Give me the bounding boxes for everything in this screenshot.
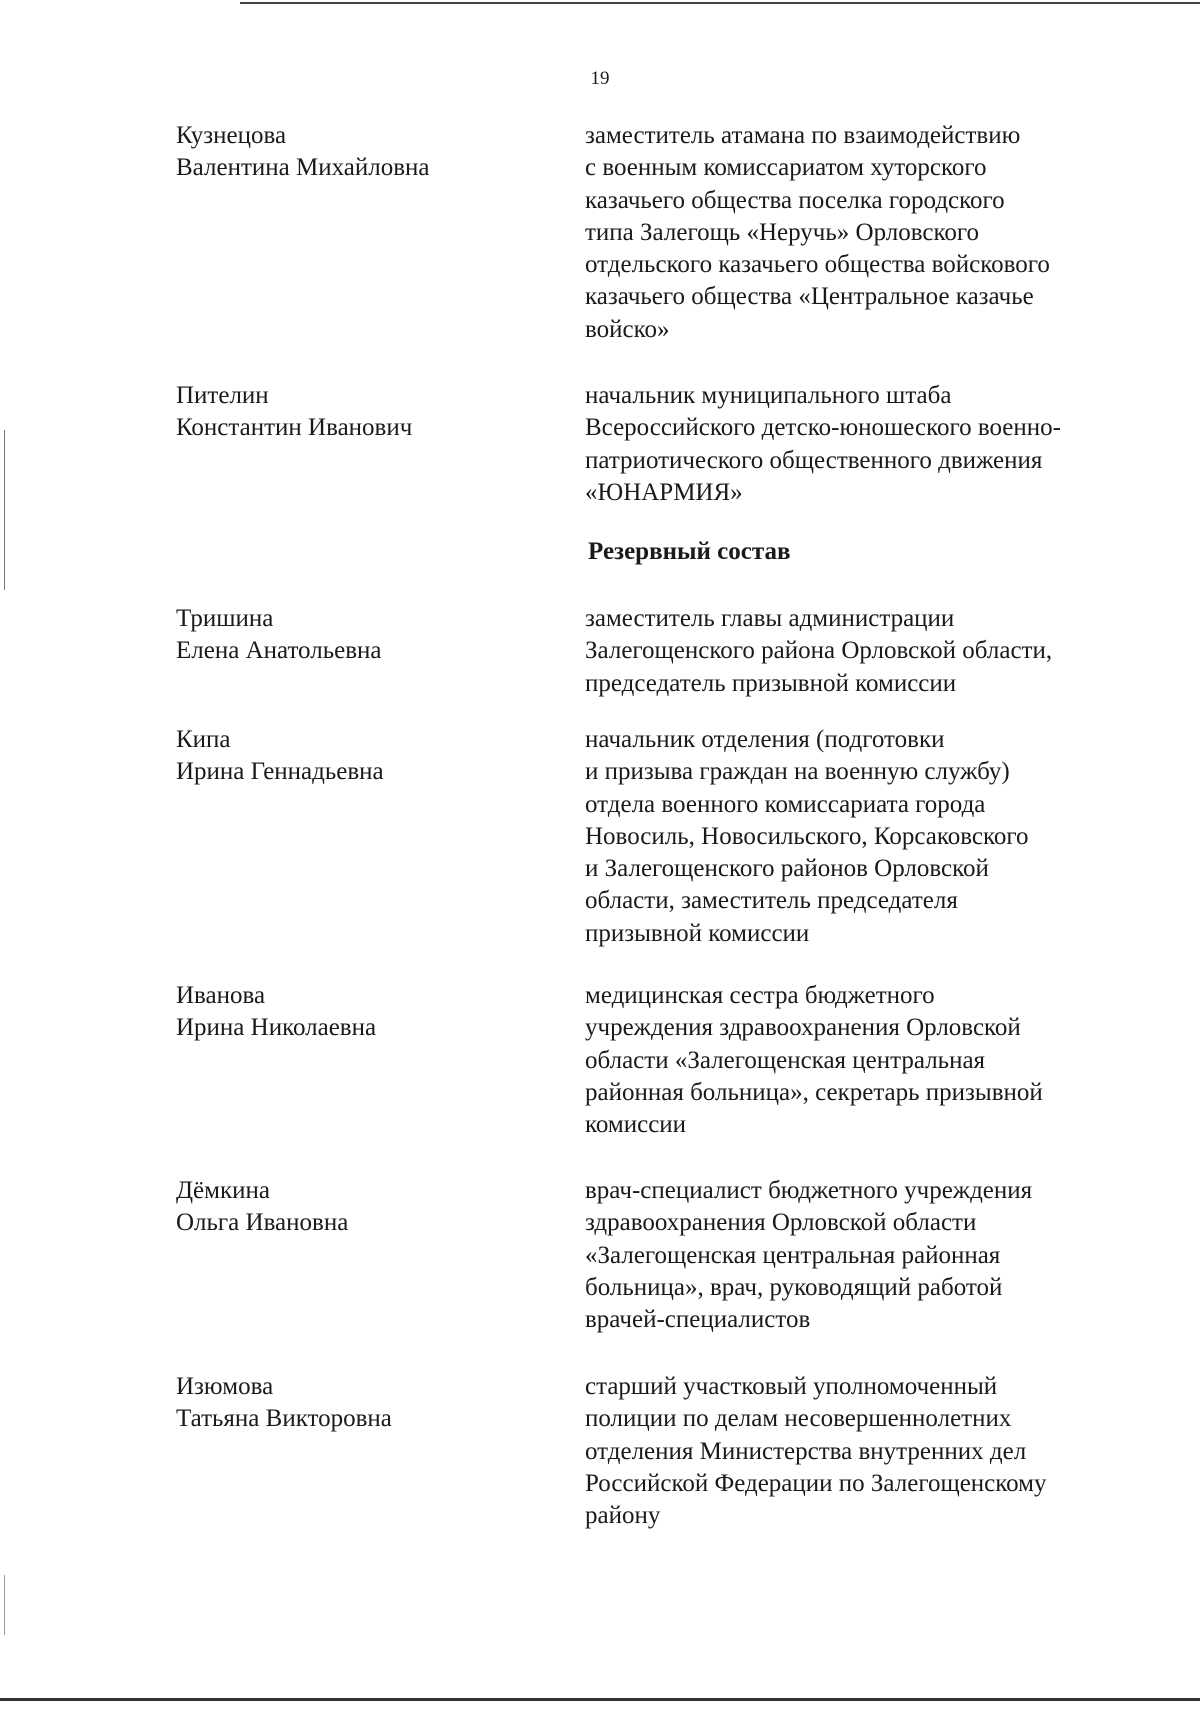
role-line: начальник муниципального штаба [585, 382, 952, 409]
role-line: Залегощенского района Орловской области, [585, 637, 1053, 665]
role-line: председатель призывной комиссии [585, 669, 957, 697]
member-name [176, 380, 556, 445]
role-line: медицинская сестра бюджетного [585, 982, 935, 1009]
member-given-names: Валентина Михайловна [176, 154, 430, 182]
member-role [585, 380, 1145, 509]
role-line: комиссии [585, 1111, 687, 1139]
role-line: отдельского казачьего общества войскового [585, 251, 1050, 279]
scan-border-left-lower [4, 1575, 5, 1635]
role-line: старший участковый уполномоченный [585, 1373, 998, 1400]
role-line: учреждения здравоохранения Орловской [585, 1014, 1021, 1042]
member-surname: Изюмова [176, 1373, 274, 1400]
member-given-names: Ирина Геннадьевна [176, 758, 384, 786]
role-line: заместитель атамана по взаимодействию [585, 122, 1021, 149]
role-line: районная больница», секретарь призывной [585, 1078, 1043, 1106]
role-line: Всероссийского детско-юношеского военно- [585, 414, 1061, 442]
member-surname: Дёмкина [176, 1177, 270, 1204]
role-line: здравоохранения Орловской области [585, 1209, 977, 1237]
role-line: и Залегощенского районов Орловской [585, 855, 989, 883]
role-line: «ЮНАРМИЯ» [585, 478, 743, 506]
role-line: полиции по делам несовершеннолетних [585, 1405, 1012, 1433]
role-line: отделения Министерства внутренних дел [585, 1437, 1027, 1465]
role-line: с военным комиссариатом хуторского [585, 154, 987, 182]
section-heading-reserve: Резервный состав [588, 538, 791, 565]
role-line: и призыва граждан на военную службу) [585, 758, 1010, 786]
role-line: патриотического общественного движения [585, 446, 1043, 474]
role-line: типа Залегощь «Неручь» Орловского [585, 218, 979, 246]
member-name [176, 1371, 556, 1436]
scan-border-top [240, 2, 1200, 4]
role-line: призывной комиссии [585, 919, 810, 947]
role-line: району [585, 1502, 661, 1530]
member-given-names: Татьяна Викторовна [176, 1405, 392, 1433]
member-role [585, 724, 1145, 950]
role-line: Российской Федерации по Залегощенскому [585, 1469, 1047, 1497]
member-role [585, 1371, 1145, 1532]
member-name [176, 1175, 556, 1240]
role-line: начальник отделения (подготовки [585, 726, 945, 753]
member-role [585, 980, 1145, 1141]
page-number: 19 [590, 68, 610, 89]
role-line: «Залегощенская центральная районная [585, 1241, 1001, 1269]
member-name [176, 603, 556, 668]
role-line: врачей-специалистов [585, 1306, 811, 1334]
scan-border-left [4, 430, 5, 590]
member-role [585, 603, 1145, 700]
member-role [585, 120, 1145, 346]
role-line: казачьего общества «Центральное казачье [585, 283, 1034, 311]
role-line: области «Залегощенская центральная [585, 1046, 986, 1074]
scan-border-bottom [0, 1698, 1200, 1701]
member-surname: Тришина [176, 605, 274, 632]
role-line: больница», врач, руководящий работой [585, 1273, 1003, 1301]
member-name [176, 724, 556, 789]
member-surname: Кипа [176, 726, 231, 753]
member-given-names: Елена Анатольевна [176, 637, 382, 665]
role-line: области, заместитель председателя [585, 887, 958, 915]
member-name [176, 120, 556, 185]
role-line: отдела военного комиссариата города [585, 790, 986, 818]
member-surname: Пителин [176, 382, 269, 409]
role-line: врач-специалист бюджетного учреждения [585, 1177, 1033, 1204]
role-line: войско» [585, 315, 670, 343]
role-line: заместитель главы администрации [585, 605, 955, 632]
member-surname: Иванова [176, 982, 266, 1009]
member-given-names: Константин Иванович [176, 414, 413, 442]
member-role [585, 1175, 1145, 1336]
role-line: казачьего общества поселка городского [585, 186, 1005, 214]
role-line: Новосиль, Новосильского, Корсаковского [585, 822, 1029, 850]
member-name [176, 980, 556, 1045]
member-given-names: Ирина Николаевна [176, 1014, 377, 1042]
member-given-names: Ольга Ивановна [176, 1209, 349, 1237]
member-surname: Кузнецова [176, 122, 287, 149]
